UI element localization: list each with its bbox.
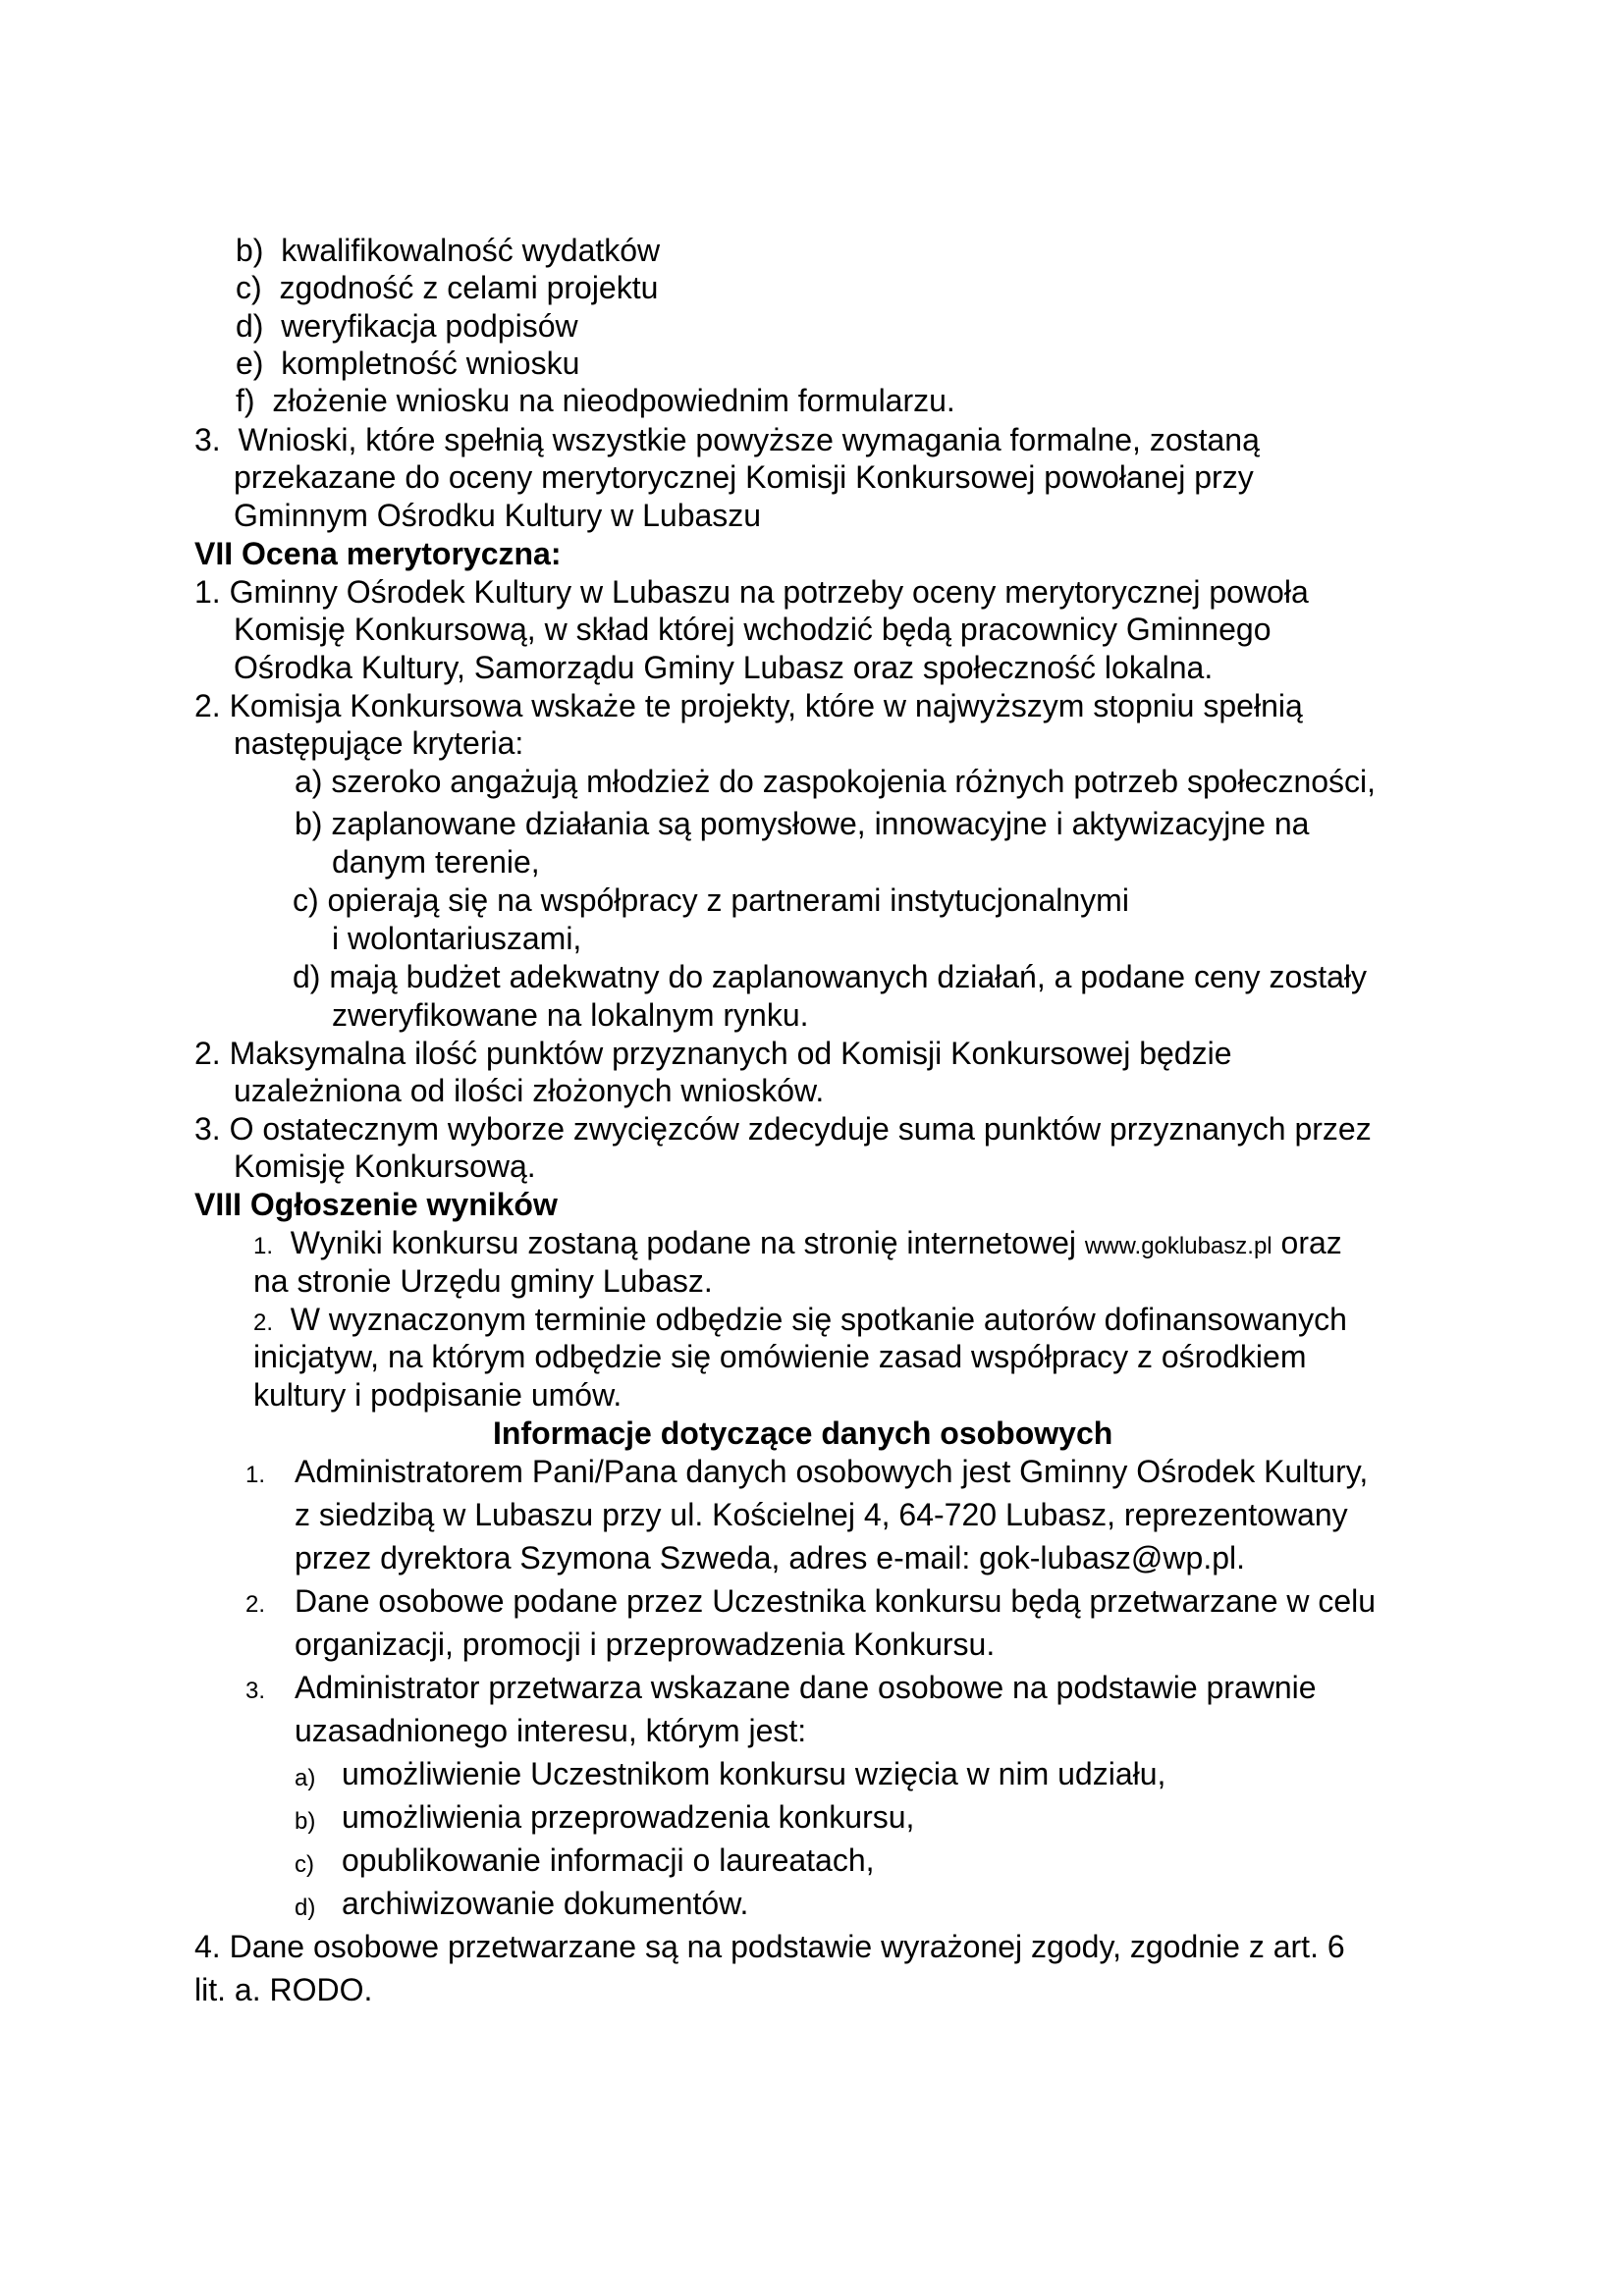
paragraph-line: Ośrodka Kultury, Samorządu Gminy Lubasz oraz społeczność lokalna.	[234, 650, 1214, 685]
formal-point-3-line: przekazane do oceny merytorycznej Komisji Konkursowej powołanej przy	[234, 459, 1254, 495]
list-marker: c)	[295, 1851, 314, 1878]
privacy-item: Administrator przetwarza wskazane dane osobowe na podstawie prawnie	[295, 1670, 1317, 1705]
privacy-item-cont: organizacji, promocji i przeprowadzenia Konkursu.	[295, 1627, 996, 1662]
paragraph-line: 3. O ostatecznym wyborze zwycięzców zdecyduje suma punktów przyznanych przez	[194, 1111, 1372, 1147]
criteria-item-cont: zweryfikowane na lokalnym rynku.	[332, 997, 809, 1033]
formal-point-3: 3. Wnioski, które spełnią wszystkie powyższe wymagania formalne, zostaną	[194, 422, 1260, 457]
paragraph-line: 1. Gminny Ośrodek Kultury w Lubaszu na potrzeby oceny merytorycznej powoła	[194, 574, 1309, 610]
privacy-item-cont: uzasadnionego interesu, którym jest:	[295, 1713, 807, 1748]
paragraph-line: kultury i podpisanie umów.	[253, 1377, 623, 1413]
paragraph-line: 2. Maksymalna ilość punktów przyznanych od Komisji Konkursowej będzie	[194, 1036, 1232, 1071]
formal-item: b) kwalifikowalność wydatków	[236, 233, 661, 268]
criteria-item: d) mają budżet adekwatny do zaplanowanych działań, a podane ceny zostały	[293, 959, 1368, 994]
list-marker: 3.	[245, 1678, 266, 1704]
privacy-sub-item: umożliwienia przeprowadzenia konkursu,	[342, 1799, 915, 1835]
section-heading: VIII Ogłoszenie wyników	[194, 1187, 558, 1222]
section-heading: VII Ocena merytoryczna:	[194, 536, 562, 571]
paragraph-line: następujące kryteria:	[234, 725, 524, 761]
formal-point-3-line: Gminnym Ośrodku Kultury w Lubaszu	[234, 498, 762, 533]
privacy-item: Dane osobowe podane przez Uczestnika konkursu będą przetwarzane w celu	[295, 1583, 1377, 1619]
formal-item: c) zgodność z celami projektu	[236, 270, 659, 305]
privacy-sub-item: opublikowanie informacji o laureatach,	[342, 1842, 875, 1878]
privacy-item: Administratorem Pani/Pana danych osobowych jest Gminny Ośrodek Kultury,	[295, 1454, 1369, 1489]
list-marker: b)	[295, 1808, 316, 1835]
privacy-heading: Informacje dotyczące danych osobowych	[493, 1415, 1113, 1451]
criteria-item: c) opierają się na współpracy z partnerami instytucjonalnymi	[293, 882, 1129, 918]
list-marker: a)	[295, 1765, 316, 1791]
formal-item: f) złożenie wniosku na nieodpowiednim formularzu.	[236, 383, 955, 418]
results-point-2: 2. W wyznaczonym terminie odbędzie się spotkanie autorów dofinansowanych	[253, 1302, 1347, 1337]
website-link[interactable]: www.goklubasz.pl	[1084, 1233, 1272, 1259]
privacy-item-cont: przez dyrektora Szymona Szweda, adres e-mail: gok-lubasz@wp.pl.	[295, 1540, 1245, 1575]
criteria-item: a) szeroko angażują młodzież do zaspokojenia różnych potrzeb społeczności,	[295, 764, 1377, 799]
paragraph-line: uzależniona od ilości złożonych wniosków.	[234, 1073, 825, 1108]
criteria-item: b) zaplanowane działania są pomysłowe, innowacyjne i aktywizacyjne na	[295, 806, 1310, 841]
results-point-1: 1. Wyniki konkursu zostaną podane na stronię internetowej www.goklubasz.pl oraz	[253, 1225, 1342, 1260]
privacy-sub-item: umożliwienie Uczestnikom konkursu wzięcia w nim udziału,	[342, 1756, 1166, 1791]
privacy-sub-item: archiwizowanie dokumentów.	[342, 1886, 749, 1921]
formal-item: e) kompletność wniosku	[236, 346, 580, 381]
list-marker: d)	[295, 1895, 316, 1921]
list-marker: 1.	[245, 1462, 266, 1488]
list-marker: 2.	[245, 1591, 266, 1618]
criteria-item-cont: i wolontariuszami,	[332, 921, 582, 956]
paragraph-line: 2. Komisja Konkursowa wskaże te projekty, które w najwyższym stopniu spełnią	[194, 688, 1303, 723]
paragraph-line: 4. Dane osobowe przetwarzane są na podstawie wyrażonej zgody, zgodnie z art. 6	[194, 1929, 1345, 1964]
privacy-item-cont: z siedzibą w Lubaszu przy ul. Kościelnej 4, 64-720 Lubasz, reprezentowany	[295, 1497, 1348, 1532]
criteria-item-cont: danym terenie,	[332, 844, 540, 880]
paragraph-line: Komisję Konkursową, w skład której wchodzić będą pracownicy Gminnego	[234, 612, 1272, 647]
formal-item: d) weryfikacja podpisów	[236, 308, 578, 344]
paragraph-line: na stronie Urzędu gminy Lubasz.	[253, 1263, 713, 1299]
paragraph-line: lit. a. RODO.	[194, 1972, 373, 2007]
paragraph-line: Komisję Konkursową.	[234, 1148, 536, 1184]
paragraph-line: inicjatyw, na którym odbędzie się omówienie zasad współpracy z ośrodkiem	[253, 1339, 1307, 1374]
